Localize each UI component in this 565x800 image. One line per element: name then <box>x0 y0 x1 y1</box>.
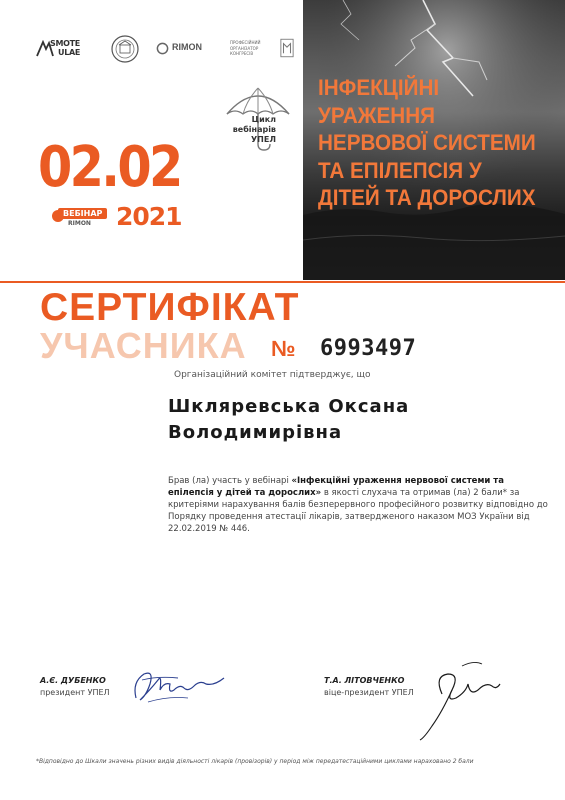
signatory-1-name: А.Є. ДУБЕНКО <box>40 676 106 685</box>
signature-litovchenko <box>412 656 504 742</box>
body-webinar-quote: «Інфекційні ураження нервової системи та епілепсія у дітей та дорослих» <box>168 476 504 498</box>
cycle-label-line1: Цикл <box>251 115 276 124</box>
event-title <box>318 74 548 212</box>
certificate-subtitle: УЧАСНИКА <box>40 325 247 366</box>
rimon-logo-text: RIMON <box>172 42 202 52</box>
webinar-badge <box>48 206 112 230</box>
body-part1: Брав (ла) участь у вебінарі <box>168 476 292 486</box>
recipient-name-line2: Володимирівна <box>168 422 343 444</box>
recipient-name-line1: Шкляревська Оксана <box>168 396 410 417</box>
soul-logo-text-2: ULAE <box>58 48 81 57</box>
cycle-label-line2: вебінарів <box>232 125 276 134</box>
recipient-name <box>168 394 409 446</box>
organizer-note: ПРОФЕСІЙНИЙ ОРГАНІЗАТОР КОНГРЕСІВ <box>230 40 261 57</box>
partner-logos <box>36 34 298 64</box>
number-sign: № <box>271 336 296 361</box>
event-title-line2: УРАЖЕННЯ <box>318 102 436 128</box>
event-title-line3: НЕРВОВОЇ СИСТЕМИ <box>318 130 536 155</box>
signature-dubenko <box>128 660 228 706</box>
university-seal-icon <box>108 34 142 64</box>
signatory-1-role: президент УПЕЛ <box>40 688 110 697</box>
section-divider <box>0 281 565 283</box>
event-title-line4: ТА ЕПІЛЕПСІЯ У <box>318 157 482 183</box>
certificate-body <box>168 476 548 535</box>
event-title-line5: ДІТЕЙ ТА ДОРОСЛИХ <box>318 185 536 210</box>
soul-logo-text-1: SMOTE <box>50 39 80 48</box>
event-date: 02.02 <box>38 135 181 200</box>
soul-logo-icon <box>36 34 96 64</box>
webinar-badge-by: RIMON <box>68 220 91 227</box>
event-year: 2021 <box>116 202 182 231</box>
confirm-text: Організаційний комітет підтверджує, що <box>174 370 371 380</box>
rimon-logo-icon <box>156 34 218 64</box>
certificate-title: СЕРТИФІКАТ <box>40 286 300 329</box>
event-title-line1: ІНФЕКЦІЙНІ <box>318 75 440 100</box>
webinar-badge-label: ВЕБІНАР <box>58 208 107 219</box>
cycle-label <box>216 115 276 145</box>
body-part2: в якості слухача та отримав (ла) 2 бали* за критеріями нарахування балів безперервного професійного розвитку відповідно до Порядку проведення атестації лікарів, затвердженого наказом МОЗ України від 22.02.2019 № 446. <box>168 487 548 534</box>
cycle-label-line3: УПЕЛ <box>251 135 276 144</box>
organizer-logo-icon <box>230 34 300 64</box>
certificate-number: 6993497 <box>320 336 417 361</box>
footnote: *Відповідно до Шкали значень різних видів діяльності лікарів (провізорів) у період між передатестаційними циклами нараховано 2 бали <box>36 758 474 765</box>
signatory-2-role: віце-президент УПЕЛ <box>324 688 414 697</box>
signatory-2-name: Т.А. ЛІТОВЧЕНКО <box>324 676 405 685</box>
